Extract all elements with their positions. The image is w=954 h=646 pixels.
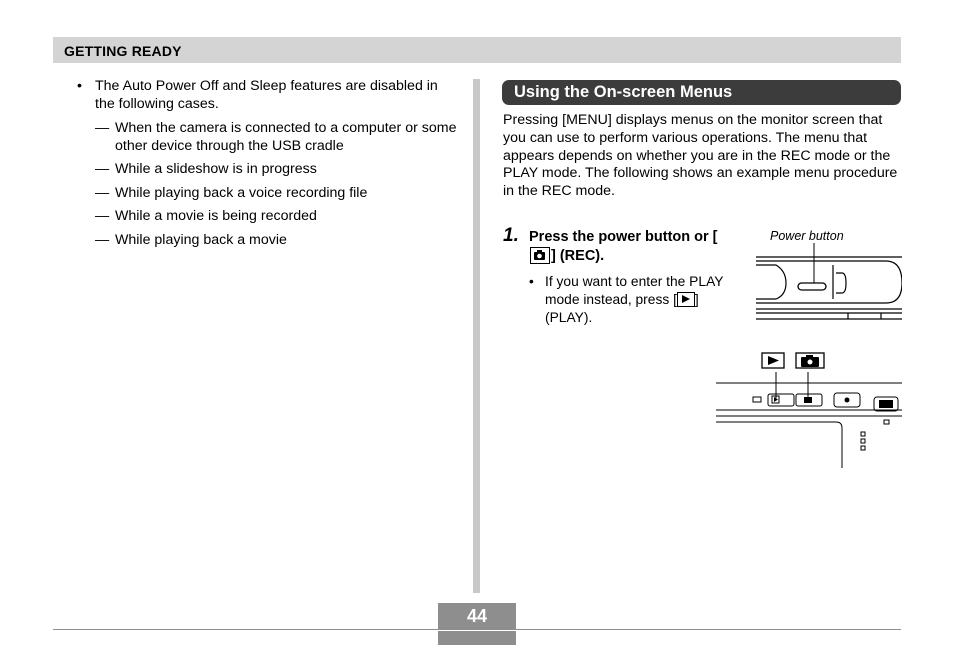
play-icon — [677, 292, 695, 307]
case-item — [77, 232, 457, 250]
case-text: While a movie is being recorded — [115, 208, 317, 224]
column-divider — [473, 79, 480, 593]
bullet-dot: • — [77, 78, 82, 94]
dash-mark: — — [95, 231, 110, 248]
section-header-bar — [53, 37, 901, 63]
case-text: While a slideshow is in progress — [115, 161, 317, 177]
bullet-text: The Auto Power Off and Sleep features are disabled in the following cases. — [95, 78, 438, 112]
bullet-item — [77, 78, 457, 113]
sub-text-before: If you want to enter the PLAY mode instead, press [ — [545, 274, 724, 307]
step-number: 1. — [503, 225, 519, 246]
left-column — [77, 78, 457, 249]
page-number-base — [438, 631, 516, 645]
dash-mark: — — [95, 208, 110, 224]
section-title: Using the On-screen Menus — [514, 83, 733, 101]
case-item — [77, 185, 457, 203]
camera-top-illustration — [756, 243, 902, 321]
section-header: GETTING READY — [64, 43, 182, 59]
page-number-box — [438, 603, 516, 645]
section-title-bar — [502, 80, 901, 105]
dash-mark: — — [95, 120, 110, 136]
camera-icon — [530, 247, 550, 264]
dash-mark: — — [95, 161, 110, 177]
page-number: 44 — [466, 606, 488, 626]
camera-back-illustration — [716, 350, 902, 468]
case-item — [77, 161, 457, 179]
case-text: While playing back a voice recording file — [115, 184, 368, 201]
play-icon — [762, 353, 784, 368]
dash-mark: — — [95, 184, 110, 201]
case-text: When the camera is connected to a computer or some other device through the USB cradle — [115, 120, 457, 154]
power-button-caption: Power button — [770, 229, 844, 243]
step-instruction — [529, 228, 729, 266]
bullet-dot: • — [529, 274, 534, 289]
step-text-before: Press the power button or [ — [529, 229, 718, 245]
sub-text-after: ] (PLAY). — [545, 292, 699, 325]
camera-icon — [796, 353, 824, 368]
intro-paragraph: Pressing [MENU] displays menus on the monitor screen that you can use to perform various operations. The menu that appears depends on whether you are in the REC mode or the PLAY mode. The following shows an example menu procedure in the REC mode. — [503, 112, 898, 200]
case-text: While playing back a movie — [115, 231, 287, 248]
power-button-shape — [798, 283, 826, 290]
step-text-after: ] (REC). — [551, 248, 605, 264]
sub-bullet — [529, 273, 730, 327]
case-item — [77, 120, 457, 155]
case-item — [77, 208, 457, 226]
